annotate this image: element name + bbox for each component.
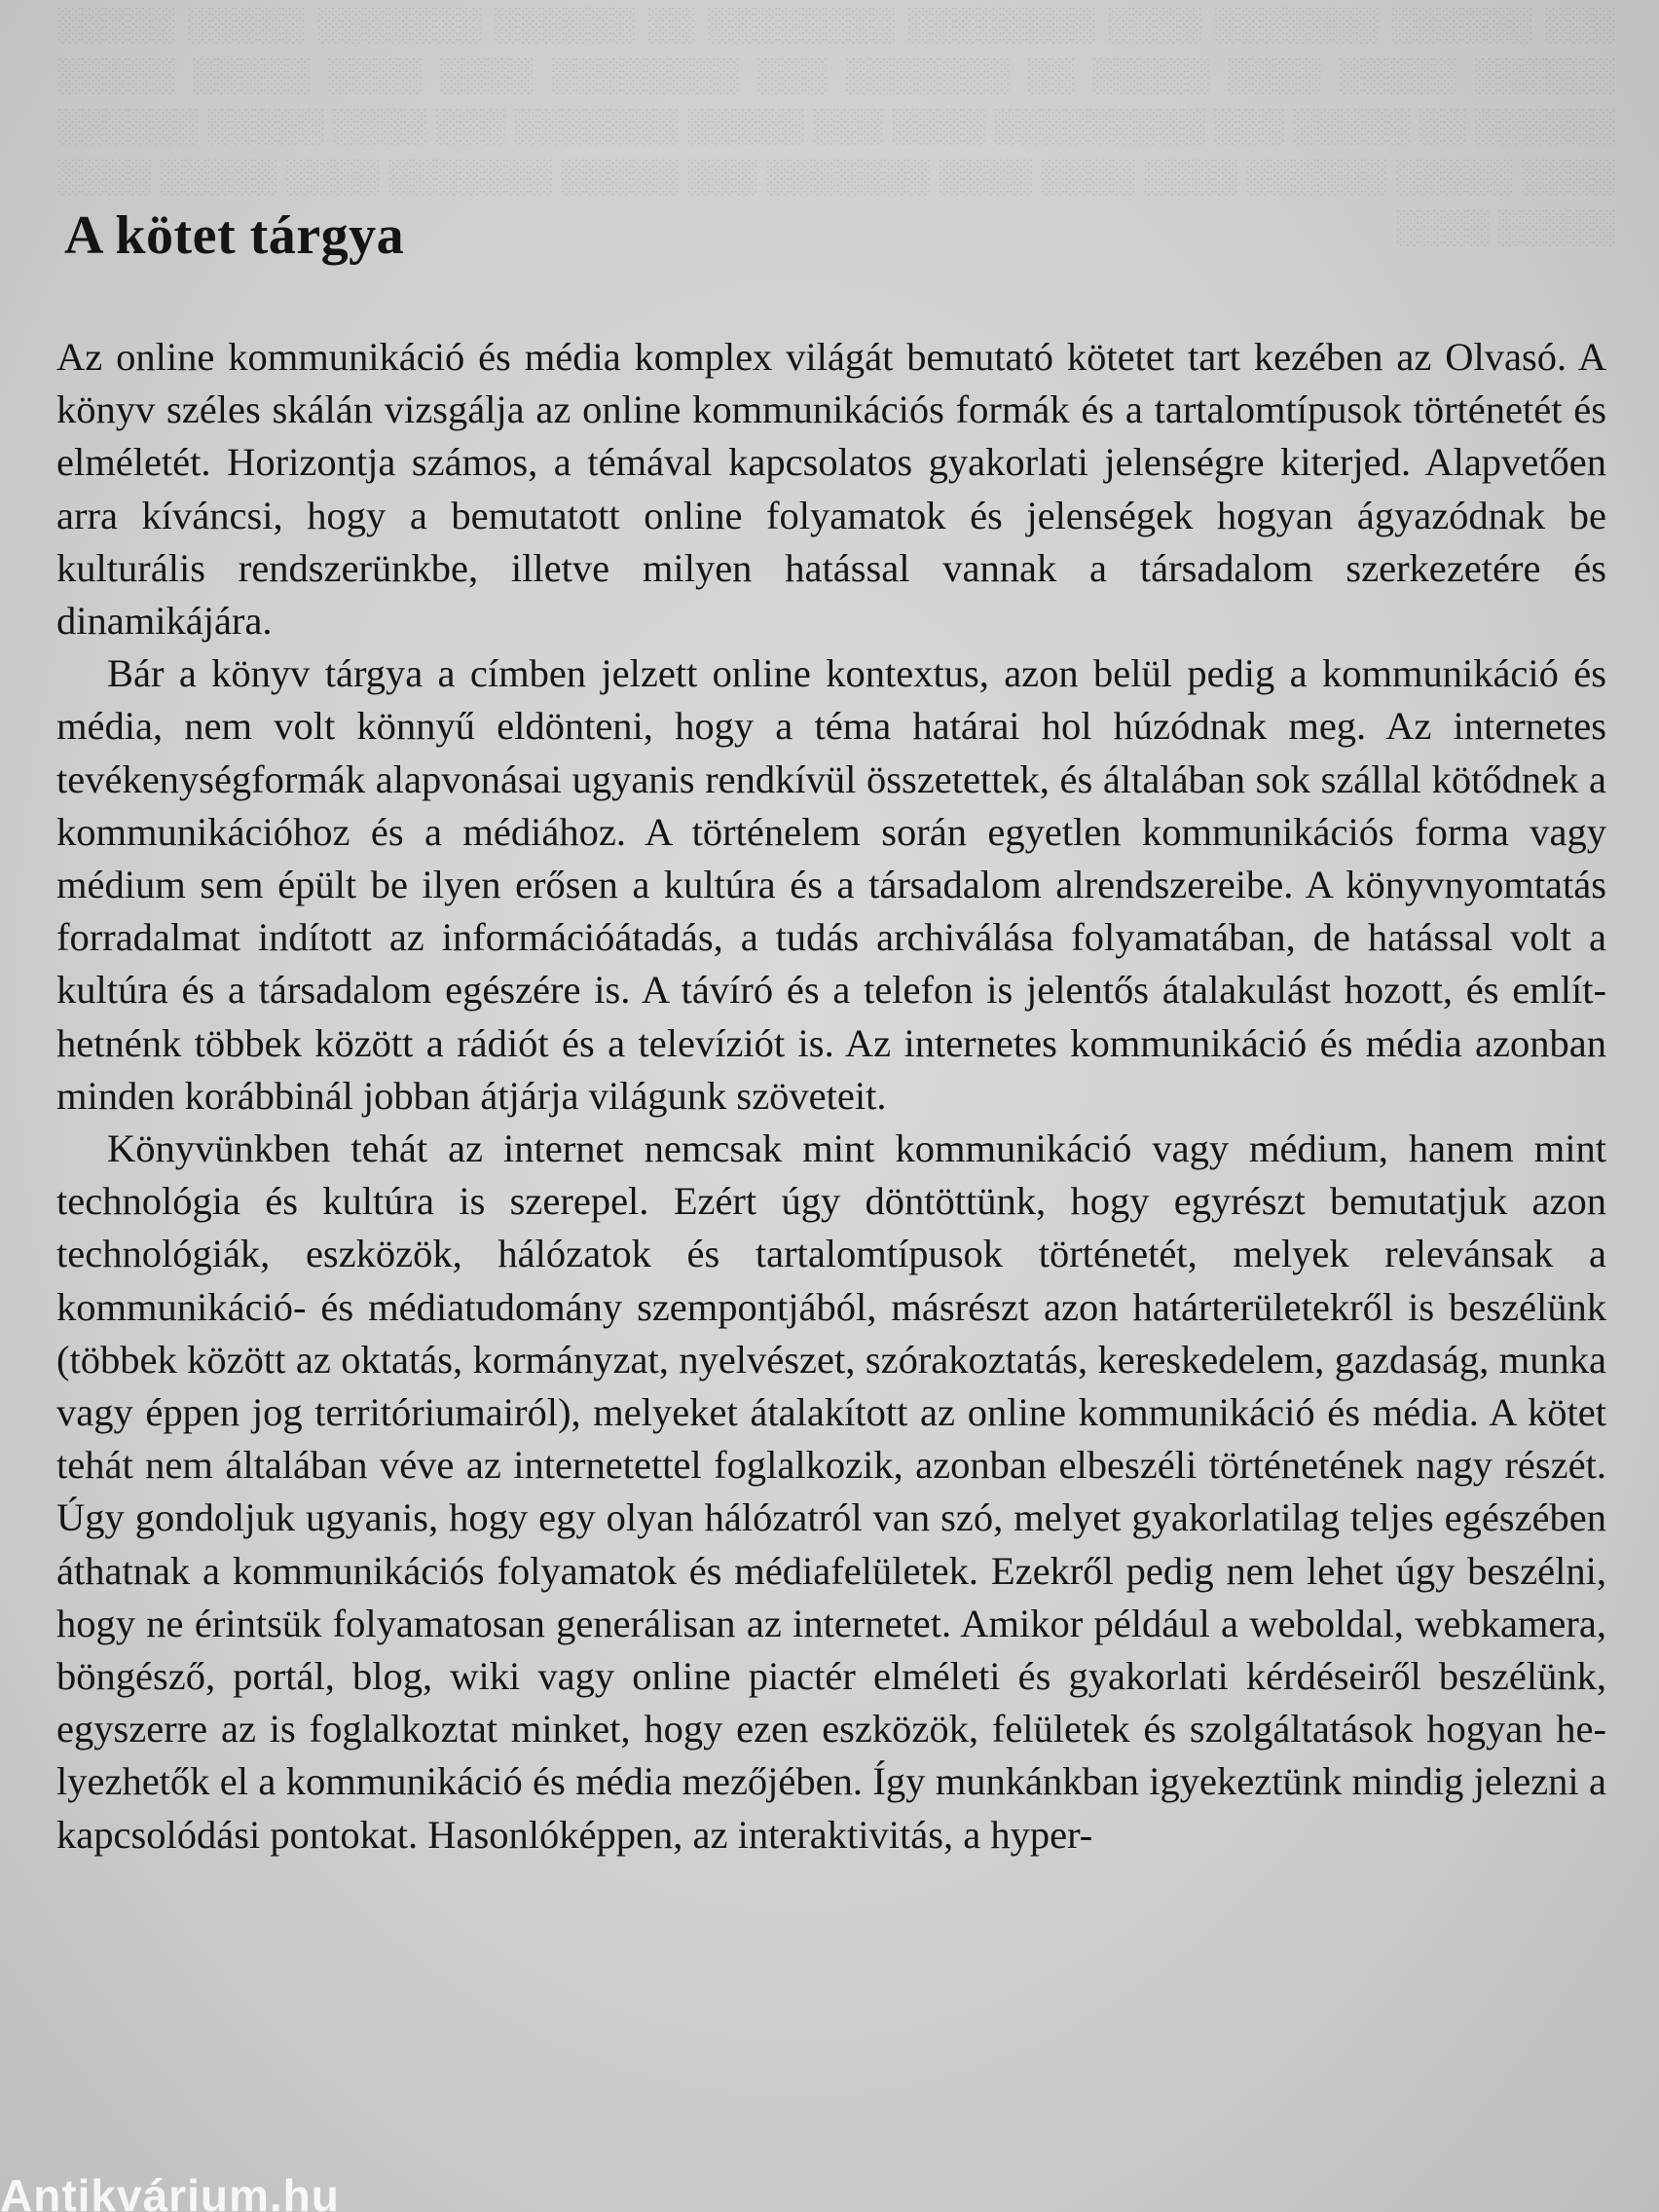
section-heading: A kötet tárgya [64,205,405,266]
watermark: Antikvárium.hu [0,2170,340,2212]
bleed-through-text: ░░░ ░░░░░░ ░░░░░░░ ░░░░ ░░░░░░░░ ░░░░░░░░ ░░ ░░░░░░ ░░░░░░░ ░░░░░ ░░░░░ ░░░░░░ ░░░░░ ░░░░ ░░░░░ ░░ ░░░░░░░ ░░░ ░░░░░░░░ ░░░░ ░░░░ ░░░░░ ░░░░░ ░░░░░░ ░░ ░░░░░ ░░░ ░░░░░░░░░ ░░░░ ░░░ ░░░░░ ░░░░░░░ ░░░ ░░░░ ░░░░░ ░░░░░░ ░░░░ ░░░░░ ░░░░░░ ░░░░ ░░░░ ░░░░ ░░░░░░░ ░░░ ░░░░░ ░░░░░░░ ░░░░ ░░░░░ ░░░░ ░░░░░ ░░░░ [58,7,1616,245]
paragraph-1: Az online kommunikáció és média komplex világát bemutató kötetet tart kezében az Olvasó. A könyv széles skálán vizsgálja az online kommunikációs formák és a tartalomtípusok történetét és elméletét. Horizontja számos, a témával kapcsolatos gyakorlati jelenségre kiterjed. Alapvetően arra kíváncsi, hogy a bemutatott online folyamatok és jelenségek hogyan ágyazódnak be kulturális rendszerünkbe, illetve milyen hatással vannak a társadalom szerkezetére és dinamikájára. [56,335,1606,644]
body-text [56,331,1606,1862]
paragraph-2: Bár a könyv tárgya a címben jelzett online kontextus, azon belül pedig a kommunikáció és média, nem volt könnyű eldönteni, hogy a téma határai hol húzódnak meg. Az internetes tevékenységformák alapvonásai ugyanis rendkívül összetettek, és általában sok szállal kötődnek a kommunikációhoz és a médiához. A történelem során egyetlen kommunikációs forma vagy médium sem épült be ilyen erősen a kultúra és a társadalom alrendszereibe. A könyvnyomtatás forradalmat indított az információátadás, a tudás archiválása folyamatában, de hatással volt a kultúra és a társadalom egészére is. A távíró és a telefon is jelentős átalakulást hozott, és említhetnénk többek között a rádiót és a televíziót is. Az internetes kommunikáció és média azonban minden korábbinál jobban átjárja világunk szöveteit. [56,651,1606,1118]
paragraph-3: Könyvünkben tehát az internet nemcsak mint kommunikáció vagy médium, hanem mint technológia és kultúra is szerepel. Ezért úgy döntöttünk, hogy egyrészt bemutatjuk azon technológiák, eszközök, hálózatok és tartalomtípusok történetét, melyek relevánsak a kommunikáció- és médiatudomány szempontjából, másrészt azon határterületekről is beszélünk (többek között az oktatás, kormányzat, nyelvészet, szórakoztatás, kereskedelem, gazdaság, munka vagy éppen jog territóriumairól), melyeket átalakított az online kommunikáció és média. A kötet tehát nem általában véve az internetettel foglalkozik, azonban elbeszéli történetének nagy részét. Úgy gondoljuk ugyanis, hogy egy olyan hálózatról van szó, melyet gyakorlatilag teljes egészében áthatnak a kommunikációs folyamatok és médiafelületek. Ezekről pedig nem lehet úgy beszélni, hogy ne érintsük folyamatosan generálisan az internetet. Amikor például a weboldal, webkamera, böngésző, portál, blog, wiki vagy online piactér elméleti és gyakorlati kérdéseiről beszélünk, egyszerre az is foglalkoztat minket, hogy ezen eszközök, felületek és szolgáltatások hogyan helyezhetők el a kommunikáció és média mezőjében. Így munkánkban igyekeztünk mindig jelezni a kapcsolódási pontokat. Hasonlóképpen, az interaktivitás, a hyper- [56,1126,1606,1857]
